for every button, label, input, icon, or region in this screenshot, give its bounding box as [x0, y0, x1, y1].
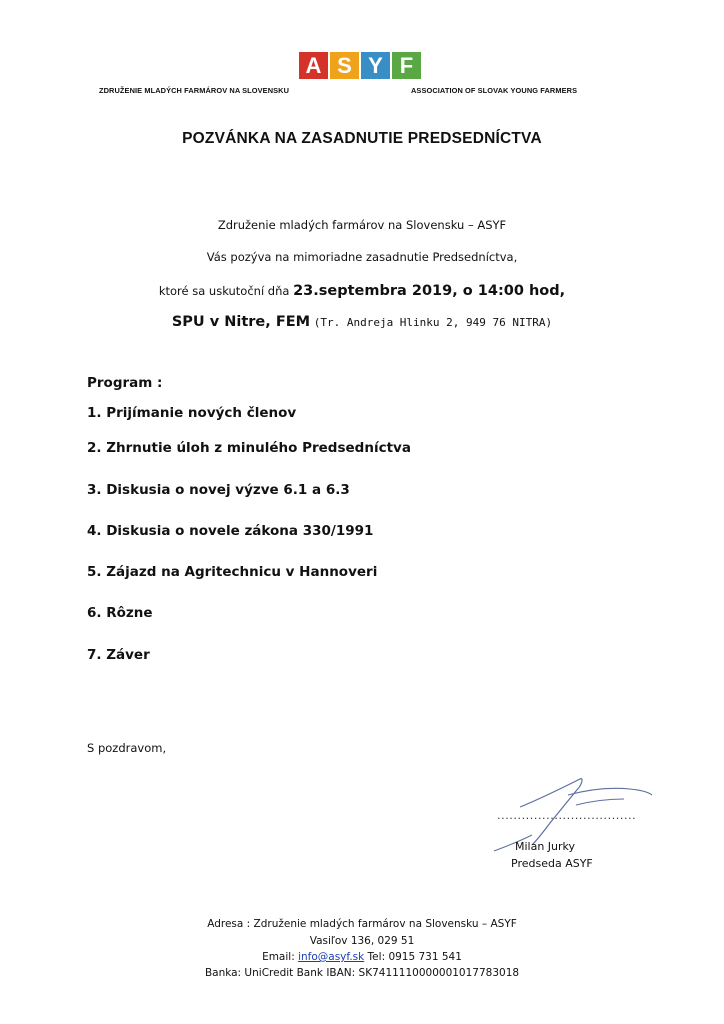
invitation-line-invites: Vás pozýva na mimoriadne zasadnutie Predsedníctva,: [206, 250, 518, 264]
footer-bank: Banka: UniCredit Bank IBAN: SK7411110000001017783018: [204, 967, 520, 979]
signatory-role: Predseda ASYF: [511, 857, 593, 870]
program-item: 4. Diskusia o novele zákona 330/1991: [87, 523, 374, 539]
invitation-line-place: [0, 314, 724, 330]
program-item: 1. Prijímanie nových členov: [87, 405, 297, 421]
footer-street: Vasiľov 136, 029 51: [309, 935, 415, 947]
meeting-date: 23.septembra 2019, o 14:00 hod,: [293, 283, 566, 299]
logo-letter-s: S: [330, 52, 359, 79]
org-name-slovak: ZDRUŽENIE MLADÝCH FARMÁROV NA SLOVENSKU: [99, 86, 290, 95]
phone-number: Tel: 0915 731 541: [364, 951, 462, 963]
footer-contact: [0, 951, 724, 963]
email-link[interactable]: info@asyf.sk: [298, 951, 365, 963]
program-heading: Program :: [87, 375, 163, 391]
program-item: 5. Zájazd na Agritechnicu v Hannoveri: [87, 564, 378, 580]
logo-letter-a: A: [299, 52, 328, 79]
closing-greeting: S pozdravom,: [87, 741, 167, 755]
date-prefix: ktoré sa uskutoční dňa: [158, 284, 294, 298]
logo-letter-f: F: [392, 52, 421, 79]
asyf-logo: [299, 52, 421, 79]
program-item: 6. Rôzne: [87, 605, 153, 621]
invitation-line-organization: Združenie mladých farmárov na Slovensku – ASYF: [217, 218, 507, 232]
org-name-english: ASSOCIATION OF SLOVAK YOUNG FARMERS: [411, 86, 578, 95]
email-label: Email:: [262, 951, 299, 963]
invitation-line-date: [0, 283, 724, 299]
meeting-place: SPU v Nitre, FEM: [171, 314, 311, 330]
signature-line: ..................................: [497, 809, 637, 822]
footer-address: Adresa : Združenie mladých farmárov na Slovensku – ASYF: [207, 918, 517, 930]
meeting-address: (Tr. Andreja Hlinku 2, 949 76 NITRA): [313, 316, 553, 329]
program-item: 7. Záver: [87, 647, 150, 663]
program-item: 3. Diskusia o novej výzve 6.1 a 6.3: [87, 482, 350, 498]
document-title: POZVÁNKA NA ZASADNUTIE PREDSEDNÍCTVA: [182, 130, 542, 147]
logo-letter-y: Y: [361, 52, 390, 79]
program-item: 2. Zhrnutie úloh z minulého Predsedníctva: [87, 440, 411, 456]
signatory-name: Milan Jurky: [515, 840, 576, 853]
